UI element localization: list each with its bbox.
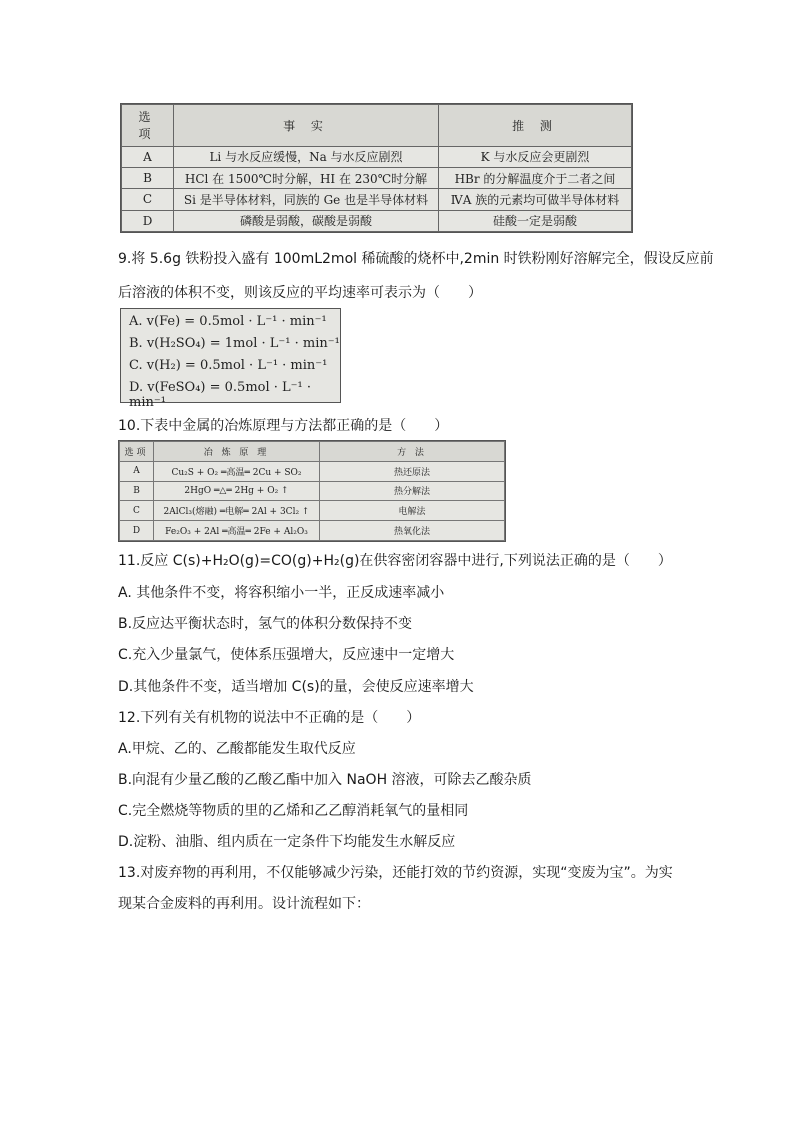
cell-method: 热分解法: [320, 481, 505, 501]
q9-option-d: D. v(FeSO₄) = 0.5mol · L⁻¹ · min⁻¹: [129, 380, 311, 410]
cell-fact: Si 是半导体材料，同族的 Ge 也是半导体材料: [174, 189, 439, 210]
cell-option: D: [122, 210, 174, 231]
q9-options-box: [120, 308, 341, 410]
header-method: 方 法: [320, 442, 505, 462]
cell-option: C: [120, 501, 154, 521]
q11-option-a: A. 其他条件不变，将容积缩小一半，正反成速率减小: [118, 585, 445, 601]
q12-stem: 12.下列有关有机物的说法中不正确的是（ ）: [118, 710, 421, 726]
table-row: [120, 501, 505, 521]
header-option: 选 项: [122, 105, 174, 147]
q12-option-a: A.甲烷、乙的、乙酸都能发生取代反应: [118, 741, 356, 757]
q9-option-b: B. v(H₂SO₄) = 1mol · L⁻¹ · min⁻¹: [129, 336, 340, 351]
cell-inference: HBr 的分解温度介于二者之间: [439, 167, 632, 188]
cell-option: B: [120, 481, 154, 501]
table-row: [120, 481, 505, 501]
cell-option: A: [122, 146, 174, 167]
table-row: [122, 167, 632, 188]
cell-fact: 磷酸是弱酸，碳酸是弱酸: [174, 210, 439, 231]
cell-fact: HCl 在 1500℃时分解，HI 在 230℃时分解: [174, 167, 439, 188]
cell-inference: K 与水反应会更剧烈: [439, 146, 632, 167]
cell-option: D: [120, 521, 154, 541]
q9-stem-line1: 9.将 5.6g 铁粉投入盛有 100mL2mol 稀硫酸的烧杯中,2min 时铁粉刚好溶解完全，假设反应前: [118, 251, 714, 267]
q11-option-c: C.充入少量氯气，使体系压强增大，反应速中一定增大: [118, 647, 455, 663]
table-header-row: [122, 105, 632, 147]
q11-option-b: B.反应达平衡状态时，氢气的体积分数保持不变: [118, 616, 413, 632]
fact-inference-table: [120, 103, 633, 233]
table-row: [122, 210, 632, 231]
cell-principle: 2HgO ═△═ 2Hg + O₂ ↑: [154, 481, 320, 501]
cell-inference: ⅣA 族的元素均可做半导体材料: [439, 189, 632, 210]
header-inference: 推 测: [439, 105, 632, 147]
header-fact: 事 实: [174, 105, 439, 147]
header-principle: 冶 炼 原 理: [154, 442, 320, 462]
cell-principle: Fe₂O₃ + 2Al ═高温═ 2Fe + Al₂O₃: [154, 521, 320, 541]
q9-option-c: C. v(H₂) = 0.5mol · L⁻¹ · min⁻¹: [129, 358, 328, 373]
q9-stem-line2: 后溶液的体积不变，则该反应的平均速率可表示为（ ）: [118, 285, 482, 301]
header-option: 选项: [120, 442, 154, 462]
smelting-table: [118, 440, 506, 542]
table-row: [120, 461, 505, 481]
cell-principle: 2AlCl₃(熔融) ═电解═ 2Al + 3Cl₂ ↑: [154, 501, 320, 521]
q11-option-d: D.其他条件不变，适当增加 C(s)的量，会使反应速率增大: [118, 679, 474, 695]
cell-method: 电解法: [320, 501, 505, 521]
q12-option-b: B.向混有少量乙酸的乙酸乙酯中加入 NaOH 溶液，可除去乙酸杂质: [118, 772, 532, 788]
q11-stem: 11.反应 C(s)+H₂O(g)=CO(g)+H₂(g)在供容密闭容器中进行,下列说法正确的是（ ）: [118, 553, 672, 569]
q9-option-a: A. v(Fe) = 0.5mol · L⁻¹ · min⁻¹: [129, 314, 327, 329]
cell-option: A: [120, 461, 154, 481]
q13-stem-line1: 13.对废弃物的再利用，不仅能够减少污染，还能打效的节约资源，实现“变废为宝”。为实: [118, 865, 673, 881]
table-row: [122, 189, 632, 210]
cell-principle: Cu₂S + O₂ ═高温═ 2Cu + SO₂: [154, 461, 320, 481]
cell-option: C: [122, 189, 174, 210]
cell-method: 热氧化法: [320, 521, 505, 541]
table-row: [120, 521, 505, 541]
q13-stem-line2: 现某合金废料的再利用。设计流程如下：: [118, 896, 370, 912]
q12-option-c: C.完全燃烧等物质的里的乙烯和乙乙醇消耗氧气的量相同: [118, 803, 469, 819]
q12-option-d: D.淀粉、油脂、组内质在一定条件下均能发生水解反应: [118, 834, 456, 850]
table-row: [122, 146, 632, 167]
q10-stem: 10.下表中金属的冶炼原理与方法都正确的是（ ）: [118, 418, 449, 434]
table-header-row: [120, 442, 505, 462]
cell-method: 热还原法: [320, 461, 505, 481]
cell-fact: Li 与水反应缓慢，Na 与水反应剧烈: [174, 146, 439, 167]
cell-inference: 硅酸一定是弱酸: [439, 210, 632, 231]
cell-option: B: [122, 167, 174, 188]
